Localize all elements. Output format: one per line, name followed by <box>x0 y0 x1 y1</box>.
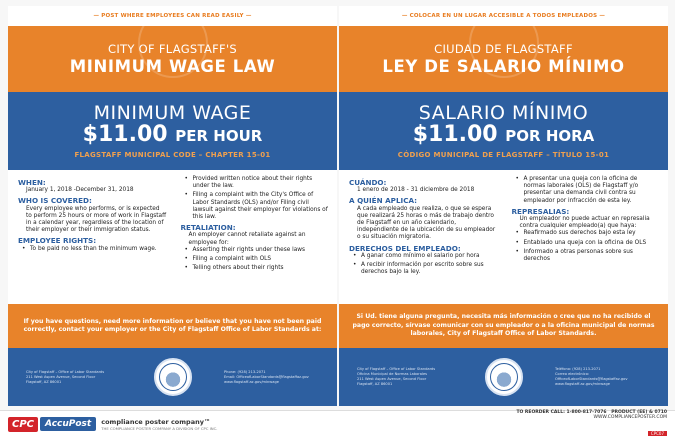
body-column-left <box>349 176 506 304</box>
reorder-phone <box>516 410 667 415</box>
reorder-website: WWW.COMPLIANCEPOSTER.COM <box>593 414 667 420</box>
city-name: CIUDAD DE FLAGSTAFF <box>434 42 573 56</box>
contact-line: Teléfono: (928) 213-2071 <box>555 367 601 371</box>
list-item: • Filing a complaint with the City's Office of Labor Standards (OLS) and/or Filing civil lawsuit against their employer for violations of this law. <box>185 192 330 221</box>
contact-callout: Si Ud. tiene alguna pregunta, necesita más información o cree que no ha recibido el pago correcto, sírvase comunicar con su empleador o a la oficina municipal de normas laborales, City of Flagstaff Office of Labor Standards. <box>339 304 668 348</box>
english-half <box>8 6 337 406</box>
body-text <box>339 170 668 304</box>
address-line: Oficina Municipal de Normas Laborales <box>357 372 428 376</box>
address-block <box>26 370 121 385</box>
contact-footer <box>339 348 668 406</box>
contact-line: Correo electrónico: OfficeofLaborStandards@flagstaffaz.gov <box>555 372 628 381</box>
law-banner <box>339 26 668 92</box>
contact-line: Phone: (928) 213-2071 <box>224 369 266 374</box>
law-title: LEY DE SALARIO MÍNIMO <box>382 57 625 76</box>
list-item: • A recibir información por escrito sobre sus derechos bajo la ley. <box>353 262 498 276</box>
poster-code-badge: CPC07 <box>648 431 667 436</box>
list-item: • Reafirmado sus derechos bajo esta ley <box>516 230 661 237</box>
list-item: • Telling others about their rights <box>185 265 330 272</box>
retaliation-heading: REPRESALIAS: <box>511 206 570 216</box>
city-seal-icon <box>154 358 192 396</box>
body-column-left <box>18 176 175 304</box>
list-item: • Provided written notice about their rights under the law. <box>185 176 330 190</box>
contact-line: www.flagstaff.az.gov/minwage <box>555 382 610 386</box>
municipal-code: CÓDIGO MUNICIPAL DE FLAGSTAFF – TÍTULO 15-01 <box>397 151 610 159</box>
wage-rate <box>83 123 263 148</box>
wage-unit: PER HOUR <box>175 127 263 145</box>
wage-banner <box>8 92 337 170</box>
who-value: A cada empleado que realiza, o que se espera que realizará 25 horas o más de trabajo dentro de Flagstaff en un año calendario, independiente de la ubicación de su empleador o su situación migratoria. <box>357 205 496 241</box>
when-heading: WHEN: <box>18 178 46 187</box>
rights-list <box>349 253 498 277</box>
address-line: City of Flagstaff – Office of Labor Standards <box>26 369 105 374</box>
municipal-code: FLAGSTAFF MUNICIPAL CODE – CHAPTER 15-01 <box>74 151 271 159</box>
rights-list-continued <box>512 176 661 205</box>
rights-list-continued <box>181 176 330 221</box>
address-block <box>357 367 452 387</box>
wage-title: MINIMUM WAGE <box>93 102 252 124</box>
top-note: — POST WHERE EMPLOYEES CAN READ EASILY — <box>93 13 252 19</box>
who-heading: WHO IS COVERED: <box>18 196 92 206</box>
contact-block <box>224 370 319 385</box>
accupost-logo: AccuPost <box>40 417 96 431</box>
wage-unit: POR HORA <box>505 127 595 145</box>
who-value: Every employee who performs, or is expected to perform 25 hours or more of work in Flagstaff in a calendar year, regardless of the location of their employer or their immigration status. <box>26 205 167 234</box>
retaliation-list <box>512 230 661 263</box>
who-heading: A QUIÉN APLICA: <box>349 196 418 206</box>
when-value: 1 enero de 2018 - 31 diciembre de 2018 <box>357 187 475 194</box>
brand-text <box>101 418 217 431</box>
product-code: PRODUCT (EE) & 0710 <box>611 409 667 415</box>
when-heading: CUÁNDO: <box>349 178 387 187</box>
brand-bar <box>0 410 675 437</box>
top-note: — COLOCAR EN UN LUGAR ACCESIBLE A TODOS EMPLEADOS — <box>401 13 606 19</box>
list-item: • Filing a complaint with OLS <box>185 256 330 263</box>
list-item: • A presentar una queja con la oficina de normas laborales (OLS) de Flagstaff y/o presentar una demanda civil contra su empleador por infracción de esta ley. <box>516 176 661 205</box>
rights-list <box>18 246 167 253</box>
reorder-phone-text: TO REORDER CALL: 1-800-817-7076 <box>516 409 607 415</box>
retaliation-value: An employer cannot retaliate against an employee for: <box>188 232 306 246</box>
brand-name: compliance poster company™ <box>101 417 211 426</box>
retaliation-list <box>181 247 330 273</box>
contact-line: www.flagstaff.az.gov/minwage <box>224 379 279 384</box>
reorder-info <box>516 410 667 437</box>
address-line: 211 West Aspen Avenue, Second Floor <box>26 374 96 379</box>
wage-banner <box>339 92 668 170</box>
body-column-right <box>175 176 330 304</box>
list-item: • A ganar como mínimo el salario por hora <box>353 253 498 260</box>
address-line: Flagstaff, AZ 86001 <box>357 382 393 386</box>
list-item: • To be paid no less than the minimum wage. <box>22 246 167 253</box>
body-column-right <box>506 176 661 304</box>
rights-heading: DERECHOS DEL EMPLEADO: <box>349 243 461 253</box>
address-line: Flagstaff, AZ 86001 <box>26 379 62 384</box>
list-item: • Entablado una queja con la oficina de OLS <box>516 240 661 247</box>
law-title: MINIMUM WAGE LAW <box>69 57 276 76</box>
law-banner <box>8 26 337 92</box>
spanish-half <box>339 6 668 406</box>
retaliation-value: Un empleador no puede actuar en represalia contra cualquier empleado(a) que haya: <box>519 216 650 230</box>
city-seal-icon <box>485 358 523 396</box>
contact-line: Email: OfficeofLaborStandards@flagstaffaz.gov <box>224 374 309 379</box>
contact-callout: If you have questions, need more information or believe that you have not been paid correctly, contact your employer or the City of Flagstaff Office of Labor Standards at: <box>8 304 337 348</box>
brand-subtitle: THE COMPLIANCE POSTER COMPANY A DIVISION OF CPC INC. <box>101 425 218 431</box>
list-item: • Informado a otras personas sobre sus derechos <box>516 249 661 263</box>
when-value: January 1, 2018 -December 31, 2018 <box>26 187 134 194</box>
wage-title: SALARIO MÍNIMO <box>418 102 589 124</box>
wage-amount: $11.00 <box>82 122 168 147</box>
address-line: City of Flagstaff – Office of Labor Standards <box>357 367 436 371</box>
contact-footer <box>8 348 337 406</box>
address-line: 211 West Aspen Avenue, Second Floor <box>357 377 427 381</box>
rights-heading: EMPLOYEE RIGHTS: <box>18 236 97 246</box>
city-name: CITY OF FLAGSTAFF'S <box>108 42 237 56</box>
contact-block <box>555 367 650 387</box>
wage-rate <box>413 123 595 148</box>
retaliation-heading: RETALIATION: <box>180 223 236 233</box>
cpc-logo: CPC <box>8 417 38 432</box>
wage-amount: $11.00 <box>412 122 498 147</box>
list-item: • Asserting their rights under these laws <box>185 247 330 254</box>
body-text <box>8 170 337 304</box>
